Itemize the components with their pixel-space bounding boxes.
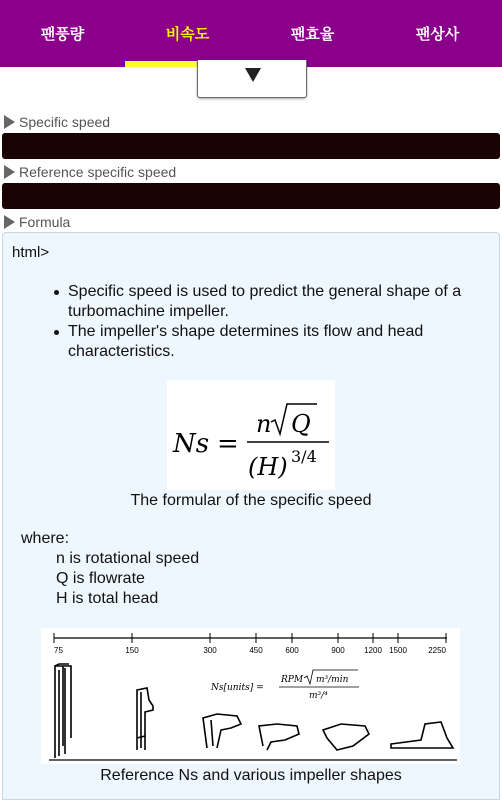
tab-fan-similarity[interactable]: 팬상사 <box>415 25 460 43</box>
impeller-formula-num-root: m³/min <box>316 675 349 685</box>
bullet-item <box>68 282 488 322</box>
bullet-dot <box>54 330 59 335</box>
scale-tick-label: 75 <box>54 646 63 655</box>
dropdown-arrow-icon <box>245 68 261 82</box>
scale-tick-label: 300 <box>203 646 217 655</box>
section-label-formula: Formula <box>19 214 71 230</box>
expand-triangle-icon <box>4 165 15 179</box>
impeller-shape-75 <box>55 664 71 758</box>
scale-ticks <box>54 633 447 655</box>
section-formula[interactable] <box>4 212 70 232</box>
impeller-shape-150 <box>137 688 153 750</box>
bullet-dot <box>54 290 59 295</box>
html-text: html> <box>12 244 50 261</box>
formula-caption: The formular of the specific speed <box>130 492 372 509</box>
definition-line: Q is flowrate <box>56 570 145 587</box>
scale-tick-label: 2250 <box>428 646 446 655</box>
section-reference-specific-speed[interactable] <box>4 162 176 182</box>
definition-line: n is rotational speed <box>56 550 200 567</box>
bullet-text: Specific speed is used to predict the general shape of a turbomachine impeller. <box>68 283 462 320</box>
formula-denominator: (H) <box>248 453 288 481</box>
impeller-shapes-figure <box>41 628 460 764</box>
formula-lhs: Ns <box>173 429 210 459</box>
reference-specific-speed-field[interactable] <box>2 183 500 209</box>
formula-svg <box>167 380 335 490</box>
impeller-formula-den: m³/⁴ <box>309 691 328 701</box>
tab-fan-airflow[interactable]: 팬풍량 <box>40 25 85 43</box>
specific-speed-formula-image <box>167 380 335 490</box>
formula-equals: = <box>217 429 239 459</box>
scale-tick-label: 1500 <box>389 646 407 655</box>
scale-tick-label: 150 <box>125 646 139 655</box>
impeller-caption: Reference Ns and various impeller shapes <box>100 767 402 784</box>
specific-speed-field[interactable] <box>2 133 500 159</box>
impeller-svg <box>41 628 460 764</box>
tab-fan-efficiency[interactable]: 팬효율 <box>290 25 335 43</box>
scale-tick-label: 600 <box>285 646 299 655</box>
bullet-item <box>68 322 488 362</box>
formula-numerator-q: Q <box>291 410 311 438</box>
bullet-list <box>68 282 488 362</box>
formula-numerator-n: n <box>256 410 272 438</box>
top-tab-bar <box>0 0 502 67</box>
impeller-shape-300 <box>203 714 241 748</box>
section-label-reference-specific-speed: Reference specific speed <box>19 164 177 180</box>
impeller-shape-600 <box>259 724 299 750</box>
expand-triangle-icon <box>4 115 15 129</box>
section-label-specific-speed: Specific speed <box>19 114 111 130</box>
impeller-shape-2250 <box>391 722 453 748</box>
dropdown-button[interactable] <box>197 60 307 98</box>
scale-tick-label: 900 <box>331 646 345 655</box>
impeller-formula-num: RPM <box>281 675 304 685</box>
impeller-shape-1200 <box>323 724 369 750</box>
section-specific-speed[interactable] <box>4 112 110 132</box>
tab-specific-speed[interactable]: 비속도 <box>165 25 210 43</box>
where-label: where: <box>21 530 70 547</box>
expand-triangle-icon <box>4 215 15 229</box>
formula-exponent: 3/4 <box>291 447 317 466</box>
scale-tick-label: 450 <box>249 646 263 655</box>
bullet-text: The impeller's shape determines its flow and head characteristics. <box>68 323 424 360</box>
definition-line: H is total head <box>56 590 159 607</box>
impeller-formula-lhs: Ns[units] = <box>211 683 264 693</box>
scale-tick-label: 1200 <box>364 646 382 655</box>
